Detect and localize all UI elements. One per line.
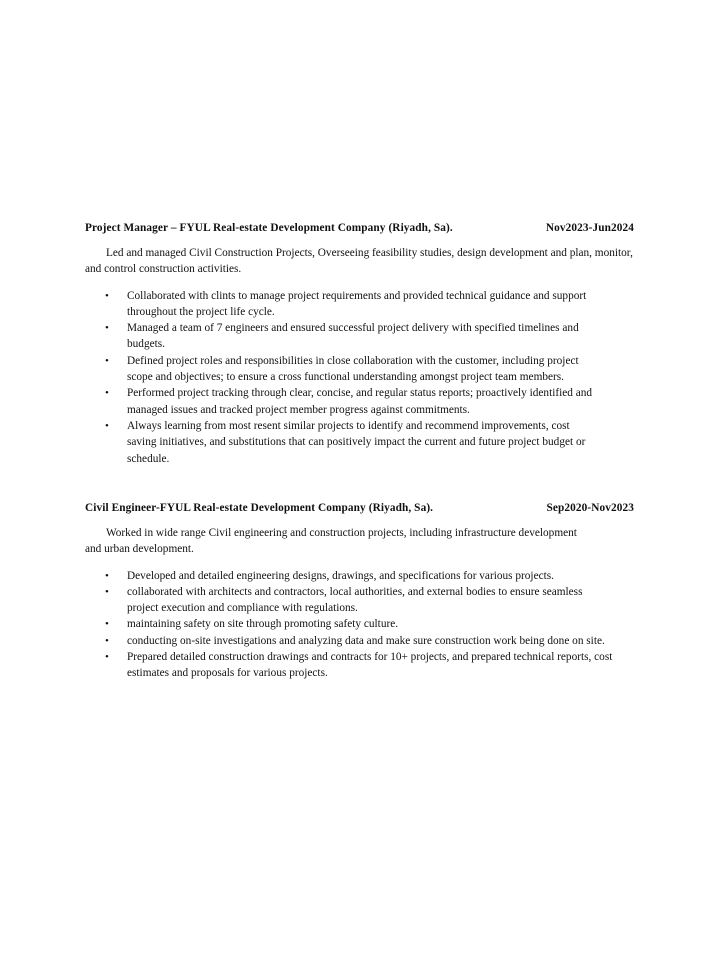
bullet-icon: •	[105, 585, 109, 598]
job-bullets	[85, 568, 634, 682]
job-heading	[85, 220, 634, 236]
bullet-icon: •	[105, 618, 109, 631]
job-summary: Led and managed Civil Construction Projects, Overseeing feasibility studies, design development and plan, monitor, and control construction activities.	[85, 247, 633, 276]
job-title: Project Manager – FYUL Real-estate Development Company (Riyadh, Sa).	[85, 222, 453, 234]
list-item: • Defined project roles and responsibilities in close collaboration with the customer, including project scope and objectives; to ensure a cross functional understanding amongst project team members.	[105, 354, 579, 384]
list-item: • Performed project tracking through clear, concise, and regular status reports; proactively identified and managed issues and tracked project member progress against commitments.	[105, 387, 593, 416]
job-bullets	[85, 288, 595, 467]
list-item: • Managed a team of 7 engineers and ensured successful project delivery with specified timelines and budgets.	[105, 322, 579, 351]
list-item: • collaborated with architects and contractors, local authorities, and external bodies to ensure seamless project execution and compliance with regulations.	[105, 585, 583, 615]
job-title: Civil Engineer-FYUL Real-estate Development Company (Riyadh, Sa).	[85, 502, 434, 514]
job-heading	[85, 500, 634, 516]
bullet-icon: •	[105, 322, 109, 335]
list-item: • Collaborated with clints to manage project requirements and provided technical guidance and support throughout the project life cycle.	[105, 289, 587, 318]
bullet-icon: •	[105, 634, 109, 647]
bullet-icon: •	[105, 419, 109, 432]
list-item: • maintaining safety on site through promoting safety culture.	[85, 616, 634, 632]
list-item: • Always learning from most resent similar projects to identify and recommend improvements, cost saving initiatives, and substitutions that can positively impact the current and future project budget or schedule.	[105, 419, 586, 465]
experience-project-manager	[85, 220, 634, 467]
experience-civil-engineer	[85, 500, 634, 682]
job-dates: Nov2023-Jun2024	[545, 222, 634, 234]
job-dates: Sep2020-Nov2023	[546, 502, 634, 514]
job-summary: Worked in wide range Civil engineering and construction projects, including infrastructure development and urban development.	[85, 527, 577, 556]
list-item: • Developed and detailed engineering designs, drawings, and specifications for various projects.	[85, 568, 634, 584]
bullet-icon: •	[105, 354, 109, 367]
bullet-icon: •	[105, 289, 109, 302]
bullet-icon: •	[105, 387, 109, 400]
bullet-icon: •	[105, 569, 109, 582]
list-item: • Prepared detailed construction drawings and contracts for 10+ projects, and prepared technical reports, cost estimates and proposals for various projects.	[105, 651, 613, 680]
list-item: • conducting on-site investigations and analyzing data and make sure construction work being done on site.	[85, 633, 634, 649]
bullet-icon: •	[105, 651, 109, 664]
